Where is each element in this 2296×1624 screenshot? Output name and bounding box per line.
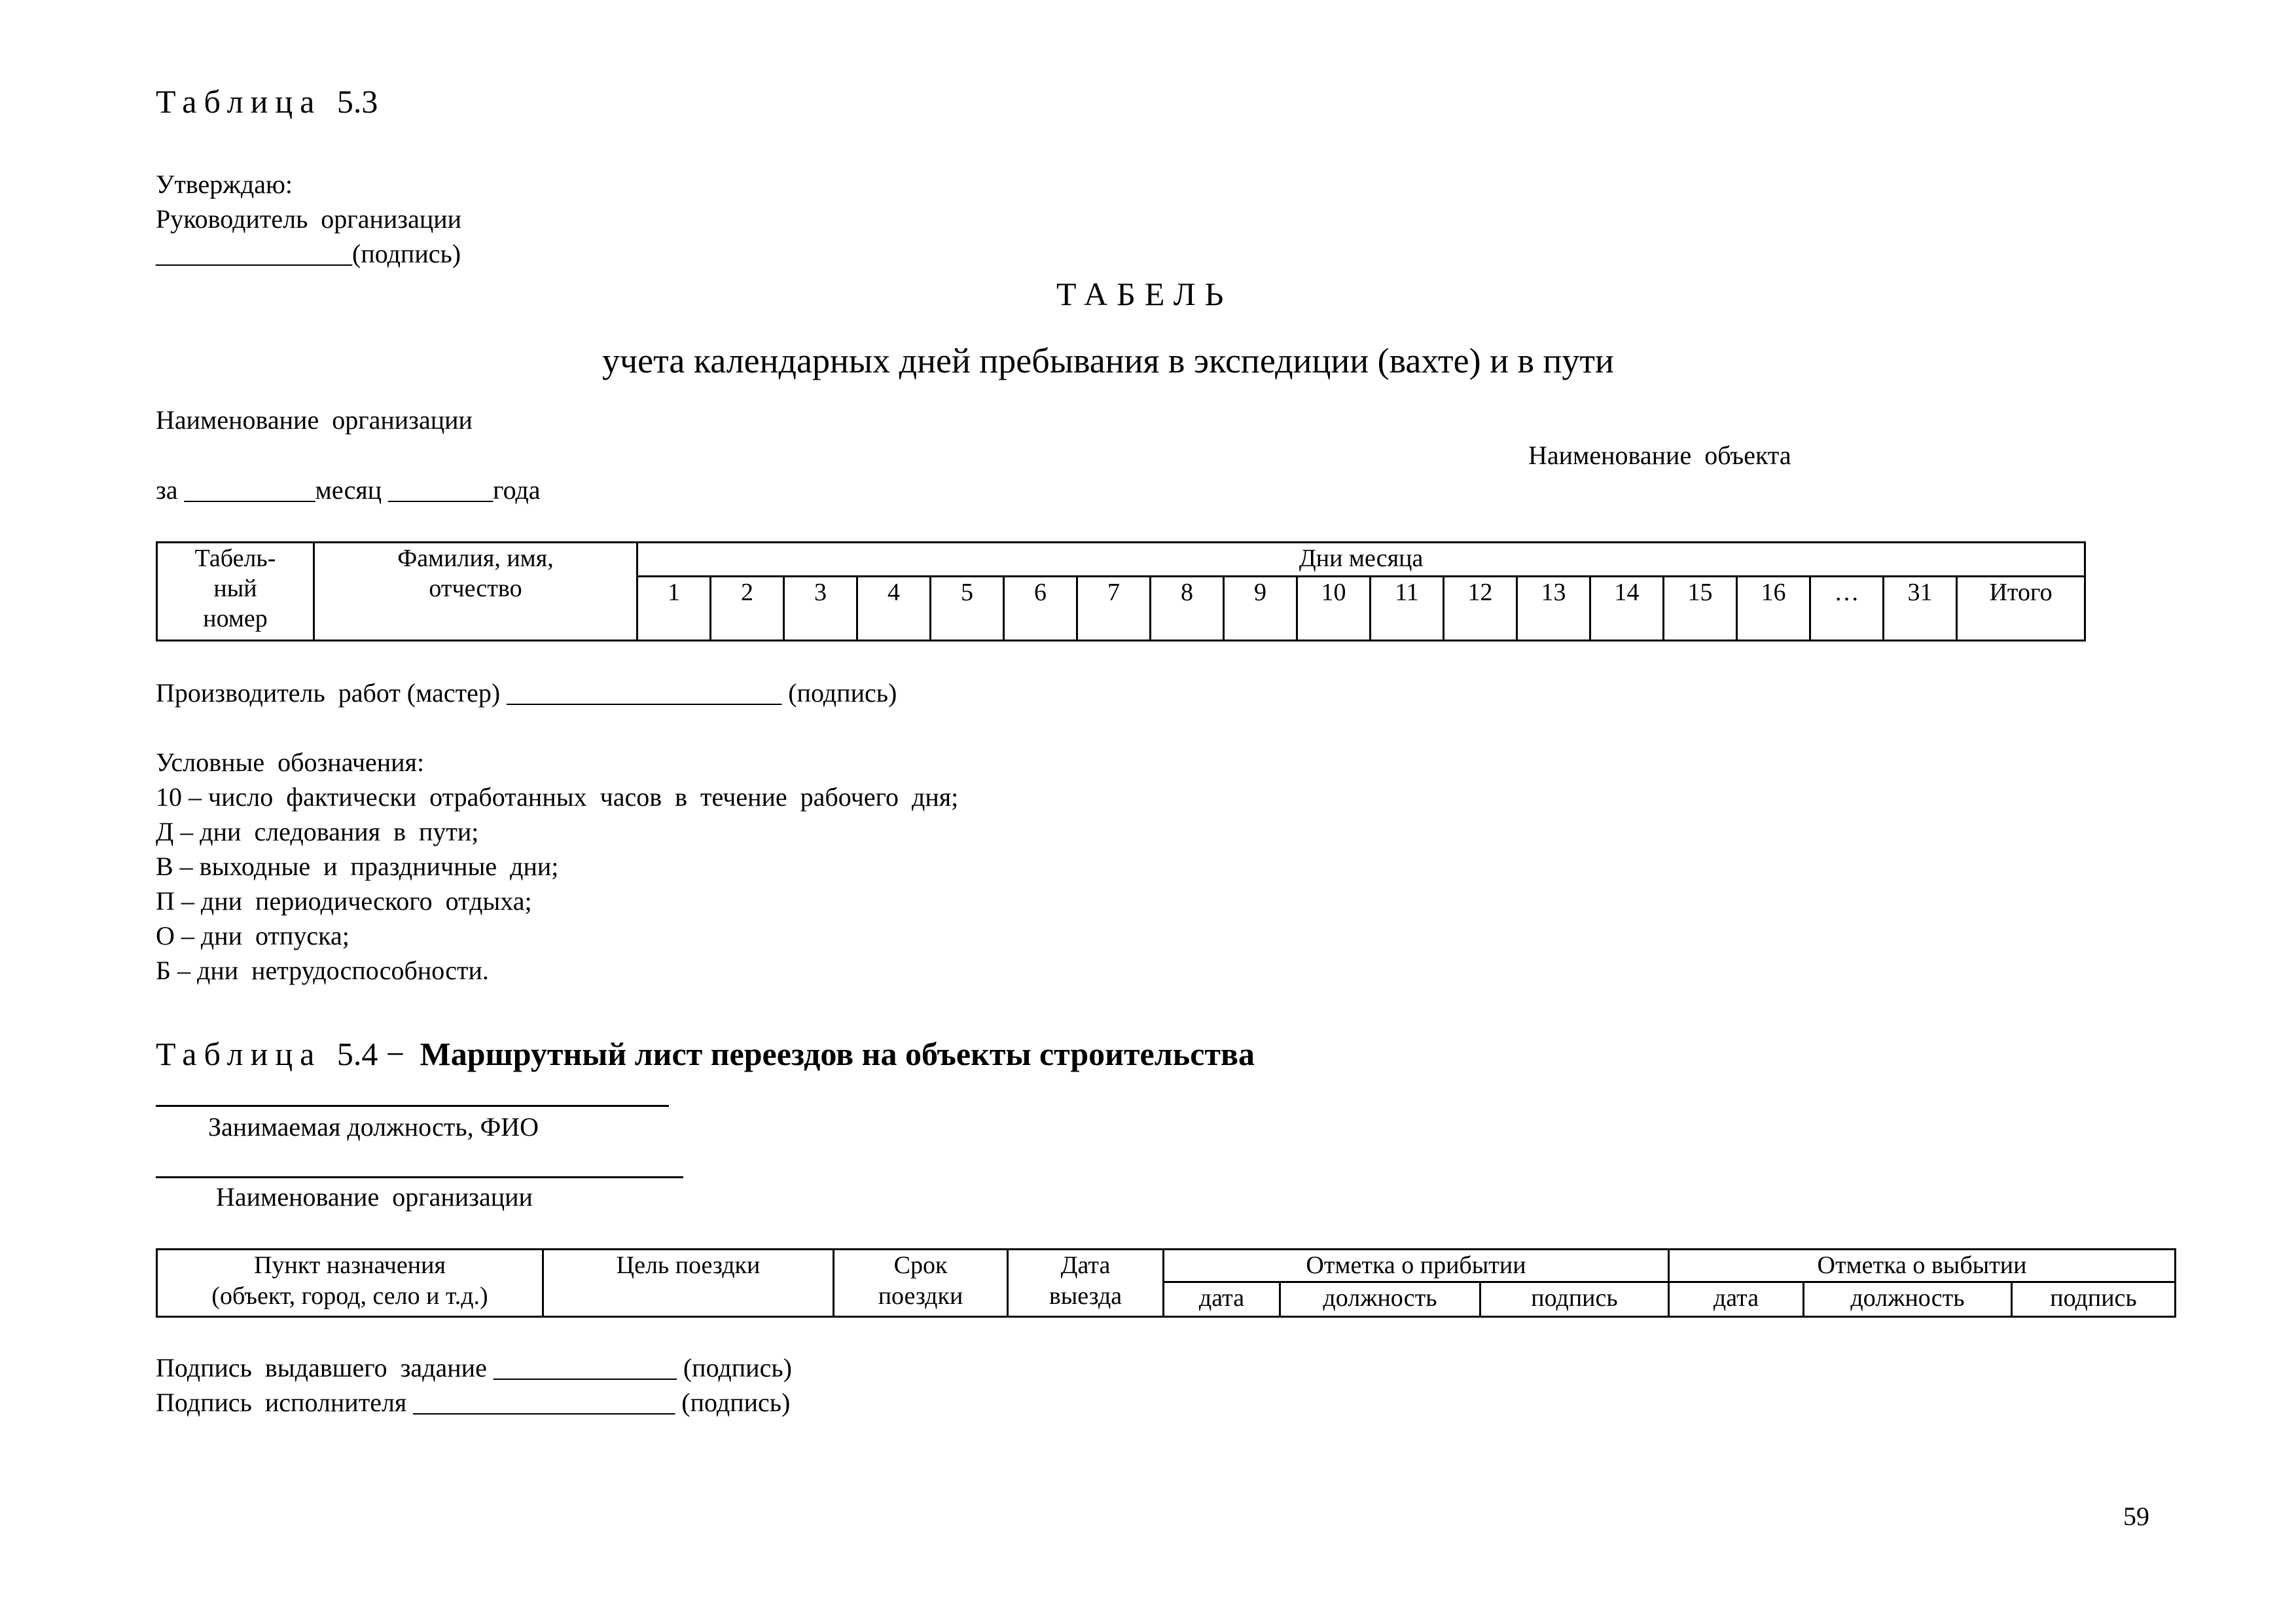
header-total: Итого: [1957, 577, 2085, 641]
position-underline: [156, 1105, 669, 1107]
header-day-15: 15: [1664, 577, 1737, 641]
table53-caption: [156, 85, 378, 118]
legend-item-travel: Д – дни следования в пути;: [156, 817, 479, 846]
header-full-name-line2: отчество: [429, 575, 522, 602]
org-underline: [156, 1176, 683, 1178]
header-day-1: 1: [637, 577, 711, 641]
header-leave-mark: Отметка о выбытии: [1669, 1250, 2176, 1282]
header-tab-number-line3: номер: [203, 605, 268, 632]
header-destination: [157, 1250, 543, 1317]
header-days-of-month: Дни месяца: [637, 543, 2085, 577]
header-day-14: 14: [1590, 577, 1664, 641]
header-destination-line1: Пункт назначения: [254, 1252, 446, 1279]
approve-label: Утверждаю:: [156, 170, 293, 199]
header-day-7: 7: [1077, 577, 1151, 641]
legend-item-sick: Б – дни нетрудоспособности.: [156, 956, 489, 985]
approve-head-title: Руководитель организации: [156, 204, 462, 234]
header-tab-number-line1: Табель-: [194, 545, 276, 572]
legend-item-rest: П – дни периодического отдыха;: [156, 886, 532, 916]
header-leave-date: дата: [1669, 1282, 1804, 1317]
header-destination-line2: (объект, город, село и т.д.): [211, 1282, 488, 1310]
page-number: 59: [2123, 1502, 2149, 1531]
header-day-ellipsis: …: [1810, 577, 1884, 641]
table53-caption-label: Таблица: [156, 83, 322, 120]
executor-signature-line: Подпись исполнителя ____________________ (подпись): [156, 1388, 791, 1417]
header-tab-number-line2: ный: [213, 575, 257, 602]
route-org-label: Наименование организации: [216, 1182, 533, 1212]
object-name-label: Наименование объекта: [1528, 441, 1791, 470]
header-day-3: 3: [784, 577, 857, 641]
tabel-table: [156, 541, 2086, 641]
route-table: [156, 1248, 2176, 1318]
header-day-12: 12: [1444, 577, 1517, 641]
header-departure-date: [1008, 1250, 1164, 1317]
header-day-8: 8: [1151, 577, 1224, 641]
header-day-6: 6: [1004, 577, 1077, 641]
approve-signature-line: _______________(подпись): [156, 239, 461, 268]
tabel-title: ТАБЕЛЬ: [1056, 276, 1233, 312]
period-line: за __________месяц ________года: [156, 475, 541, 505]
legend-item-weekend: В – выходные и праздничные дни;: [156, 852, 559, 881]
issuer-signature-line: Подпись выдавшего задание ______________ (подпись): [156, 1353, 792, 1382]
table54-caption-label: Таблица: [156, 1036, 322, 1072]
legend-item-vacation: О – дни отпуска;: [156, 921, 350, 950]
header-arrival-mark: Отметка о прибытии: [1164, 1250, 1669, 1282]
header-trip-purpose: Цель поездки: [543, 1250, 834, 1317]
legend-item-hours: 10 – число фактически отработанных часов в течение рабочего дня;: [156, 782, 959, 812]
header-leave-position: должность: [1804, 1282, 2012, 1317]
header-arrival-date: дата: [1164, 1282, 1280, 1317]
position-label: Занимаемая должность, ФИО: [208, 1112, 539, 1142]
table54-caption-number: 5.4 −: [336, 1036, 405, 1072]
tabel-subtitle: учета календарных дней пребывания в экспедиции (вахте) и в пути: [602, 341, 1614, 380]
header-day-10: 10: [1297, 577, 1371, 641]
org-name-label: Наименование организации: [156, 405, 473, 435]
header-day-9: 9: [1224, 577, 1297, 641]
header-full-name: [314, 543, 637, 641]
header-day-11: 11: [1371, 577, 1444, 641]
header-trip-duration-line1: Срок: [893, 1252, 948, 1279]
header-day-31: 31: [1884, 577, 1957, 641]
header-tab-number: [157, 543, 314, 641]
header-arrival-signature: подпись: [1480, 1282, 1669, 1317]
table54-caption: [156, 1038, 1255, 1070]
header-trip-duration: [834, 1250, 1008, 1317]
header-arrival-position: должность: [1280, 1282, 1480, 1317]
table53-caption-number: 5.3: [336, 83, 378, 120]
header-day-2: 2: [711, 577, 784, 641]
header-departure-date-line2: выезда: [1049, 1282, 1122, 1310]
header-day-13: 13: [1517, 577, 1590, 641]
legend-title: Условные обозначения:: [156, 748, 425, 777]
table54-caption-title: Маршрутный лист переездов на объекты строительства: [420, 1036, 1255, 1072]
header-leave-signature: подпись: [2012, 1282, 2176, 1317]
header-full-name-line1: Фамилия, имя,: [397, 545, 554, 572]
header-trip-duration-line2: поездки: [878, 1282, 963, 1310]
foreman-signature-line: Производитель работ (мастер) _____________________ (подпись): [156, 678, 897, 708]
header-day-4: 4: [857, 577, 931, 641]
header-departure-date-line1: Дата: [1060, 1252, 1111, 1279]
header-day-16: 16: [1737, 577, 1810, 641]
header-day-5: 5: [931, 577, 1004, 641]
